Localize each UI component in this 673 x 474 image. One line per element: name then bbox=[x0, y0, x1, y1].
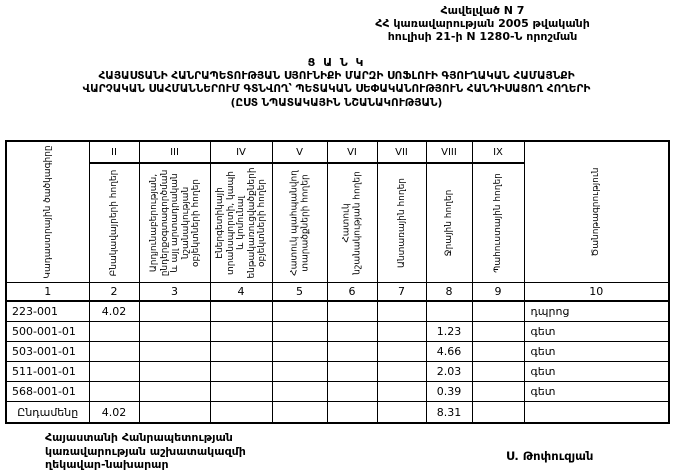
value-cell bbox=[327, 342, 377, 362]
column-number-cell: 2 bbox=[89, 283, 139, 302]
value-cell: 0.39 bbox=[426, 382, 472, 402]
value-cell bbox=[327, 322, 377, 342]
total-value-cell bbox=[272, 402, 327, 424]
column-number-cell: 1 bbox=[6, 283, 89, 302]
total-value-cell bbox=[377, 402, 426, 424]
note-header-label: Ծանոթագրություն bbox=[591, 167, 601, 257]
footer-signatory bbox=[45, 431, 246, 472]
roman-numeral-cell: II bbox=[89, 141, 139, 163]
total-value-cell bbox=[327, 402, 377, 424]
total-note-cell bbox=[524, 402, 669, 424]
column-number-cell: 10 bbox=[524, 283, 669, 302]
value-cell bbox=[426, 301, 472, 322]
roman-numeral-cell: IV bbox=[210, 141, 272, 163]
cadastral-code-cell: 500-001-01 bbox=[6, 322, 89, 342]
value-cell bbox=[139, 382, 210, 402]
value-cell bbox=[272, 362, 327, 382]
signature-name: Ս. Թոփուզյան bbox=[506, 449, 594, 463]
column-header-cell bbox=[426, 163, 472, 283]
column-header-cell bbox=[210, 163, 272, 283]
appendix-line-2: ՀՀ կառավարության 2005 թվականի bbox=[375, 17, 590, 30]
value-cell bbox=[327, 362, 377, 382]
column-number-cell: 9 bbox=[472, 283, 524, 302]
appendix-note bbox=[295, 4, 670, 43]
total-value-cell bbox=[139, 402, 210, 424]
column-header-cell bbox=[327, 163, 377, 283]
column-header-label: Պահուստային հողեր bbox=[492, 173, 503, 273]
note-cell: գետ bbox=[524, 362, 669, 382]
value-cell bbox=[377, 362, 426, 382]
corner-header-label: Կադաստրային ծածկագիրը bbox=[42, 145, 53, 279]
total-value-cell: 4.02 bbox=[89, 402, 139, 424]
column-number-cell: 4 bbox=[210, 283, 272, 302]
value-cell bbox=[472, 301, 524, 322]
table-row bbox=[6, 301, 669, 322]
land-categories-table bbox=[5, 140, 670, 424]
value-cell bbox=[327, 382, 377, 402]
value-cell bbox=[89, 322, 139, 342]
column-header-label: Արդյունաբերության, ընդերքօգտագործման և այլ արտադրական նշանակության օբյեկտների հողեր bbox=[148, 169, 201, 277]
total-row bbox=[6, 402, 669, 424]
column-number-cell: 3 bbox=[139, 283, 210, 302]
corner-header-cell bbox=[6, 141, 89, 283]
column-header-label: Բնակավայրերի հողեր bbox=[108, 169, 119, 277]
value-cell bbox=[139, 301, 210, 322]
value-cell bbox=[272, 322, 327, 342]
table-row bbox=[6, 342, 669, 362]
title-line-2: ՎԱՐՉԱԿԱՆ ՍԱՀՄԱՆՆԵՐՈՒՄ ԳՏՆՎՈՂ՝ ՊԵՏԱԿԱՆ ՍԵՓԱԿԱՆՈՒԹՅՈՒՆ ՀԱՆԴԻՍԱՑՈՂ ՀՈՂԵՐԻ bbox=[82, 83, 591, 95]
roman-numeral-cell: VIII bbox=[426, 141, 472, 163]
value-cell bbox=[89, 342, 139, 362]
total-value-cell: 8.31 bbox=[426, 402, 472, 424]
cadastral-code-cell: 503-001-01 bbox=[6, 342, 89, 362]
value-cell bbox=[210, 301, 272, 322]
note-cell: դպրոց bbox=[524, 301, 669, 322]
value-cell bbox=[89, 362, 139, 382]
column-header-cell bbox=[272, 163, 327, 283]
total-value-cell bbox=[472, 402, 524, 424]
roman-numeral-row bbox=[6, 141, 669, 163]
value-cell bbox=[139, 342, 210, 362]
value-cell: 4.66 bbox=[426, 342, 472, 362]
roman-numeral-cell: V bbox=[272, 141, 327, 163]
column-number-row bbox=[6, 283, 669, 302]
column-number-cell: 6 bbox=[327, 283, 377, 302]
value-cell bbox=[472, 322, 524, 342]
roman-numeral-cell: IX bbox=[472, 141, 524, 163]
column-header-cell bbox=[472, 163, 524, 283]
value-cell bbox=[272, 342, 327, 362]
value-cell bbox=[139, 362, 210, 382]
value-cell bbox=[472, 362, 524, 382]
note-cell: գետ bbox=[524, 382, 669, 402]
cadastral-code-cell: 511-001-01 bbox=[6, 362, 89, 382]
value-cell bbox=[210, 342, 272, 362]
total-value-cell bbox=[210, 402, 272, 424]
roman-numeral-cell: VI bbox=[327, 141, 377, 163]
value-cell bbox=[210, 322, 272, 342]
title-caption: Ց Ա Ն Կ bbox=[307, 56, 366, 69]
value-cell bbox=[210, 382, 272, 402]
value-cell: 1.23 bbox=[426, 322, 472, 342]
value-cell bbox=[272, 382, 327, 402]
note-cell: գետ bbox=[524, 322, 669, 342]
column-number-cell: 5 bbox=[272, 283, 327, 302]
value-cell bbox=[377, 342, 426, 362]
appendix-line-3: հուլիսի 21-ի N 1280-Ն որոշման bbox=[387, 30, 578, 43]
total-label-cell: Ընդամենը bbox=[6, 402, 89, 424]
note-header-cell bbox=[524, 141, 669, 283]
roman-numeral-cell: III bbox=[139, 141, 210, 163]
appendix-line-1: Հավելված N 7 bbox=[440, 4, 525, 17]
value-cell bbox=[89, 382, 139, 402]
value-cell bbox=[472, 382, 524, 402]
table-row bbox=[6, 362, 669, 382]
table-row bbox=[6, 382, 669, 402]
column-header-cell bbox=[89, 163, 139, 283]
value-cell bbox=[377, 322, 426, 342]
value-cell bbox=[377, 382, 426, 402]
signatory-line-2: կառավարության աշխատակազմի bbox=[45, 444, 246, 458]
column-header-label: Ջրային հողեր bbox=[443, 189, 454, 257]
table-row bbox=[6, 322, 669, 342]
value-cell bbox=[472, 342, 524, 362]
column-header-label: Էներգետիկայի տրանսպորտի, կապի և կոմունալ ենթակառուցվածքների օբյեկտների հողեր bbox=[214, 167, 267, 279]
value-cell bbox=[210, 362, 272, 382]
signatory-line-3: ղեկավար-նախարար bbox=[45, 458, 169, 471]
column-header-label: Հատուկ պահպանվող տարածքների հողեր bbox=[289, 170, 310, 276]
value-cell bbox=[272, 301, 327, 322]
value-cell: 4.02 bbox=[89, 301, 139, 322]
column-header-label: Հատուկ նշանակության հողեր bbox=[341, 171, 362, 275]
roman-numeral-cell: VII bbox=[377, 141, 426, 163]
title-line-3: (ԸՍՏ ՆՊԱՏԱԿԱՅԻՆ ՆՇԱՆԱԿՈՒԹՅԱՆ) bbox=[230, 96, 443, 109]
signatory-line-1: Հայաստանի Հանրապետության bbox=[45, 431, 233, 444]
value-cell bbox=[377, 301, 426, 322]
cadastral-code-cell: 223-001 bbox=[6, 301, 89, 322]
value-cell bbox=[139, 322, 210, 342]
note-cell: գետ bbox=[524, 342, 669, 362]
cadastral-code-cell: 568-001-01 bbox=[6, 382, 89, 402]
value-cell bbox=[327, 301, 377, 322]
column-header-cell bbox=[377, 163, 426, 283]
column-header-label: Անտառային հողեր bbox=[396, 178, 407, 268]
column-number-cell: 7 bbox=[377, 283, 426, 302]
title-line-1: ՀԱՅԱՍՏԱՆԻ ՀԱՆՐԱՊԵՏՈՒԹՅԱՆ ՍՅՈՒՆԻՔԻ ՄԱՐԶԻ ՍՈՖԼՈՒԻ ԳՅՈՒՂԱԿԱՆ ՀԱՄԱՅՆՔԻ bbox=[98, 69, 575, 82]
column-number-cell: 8 bbox=[426, 283, 472, 302]
value-cell: 2.03 bbox=[426, 362, 472, 382]
column-header-cell bbox=[139, 163, 210, 283]
document-title bbox=[0, 56, 673, 110]
